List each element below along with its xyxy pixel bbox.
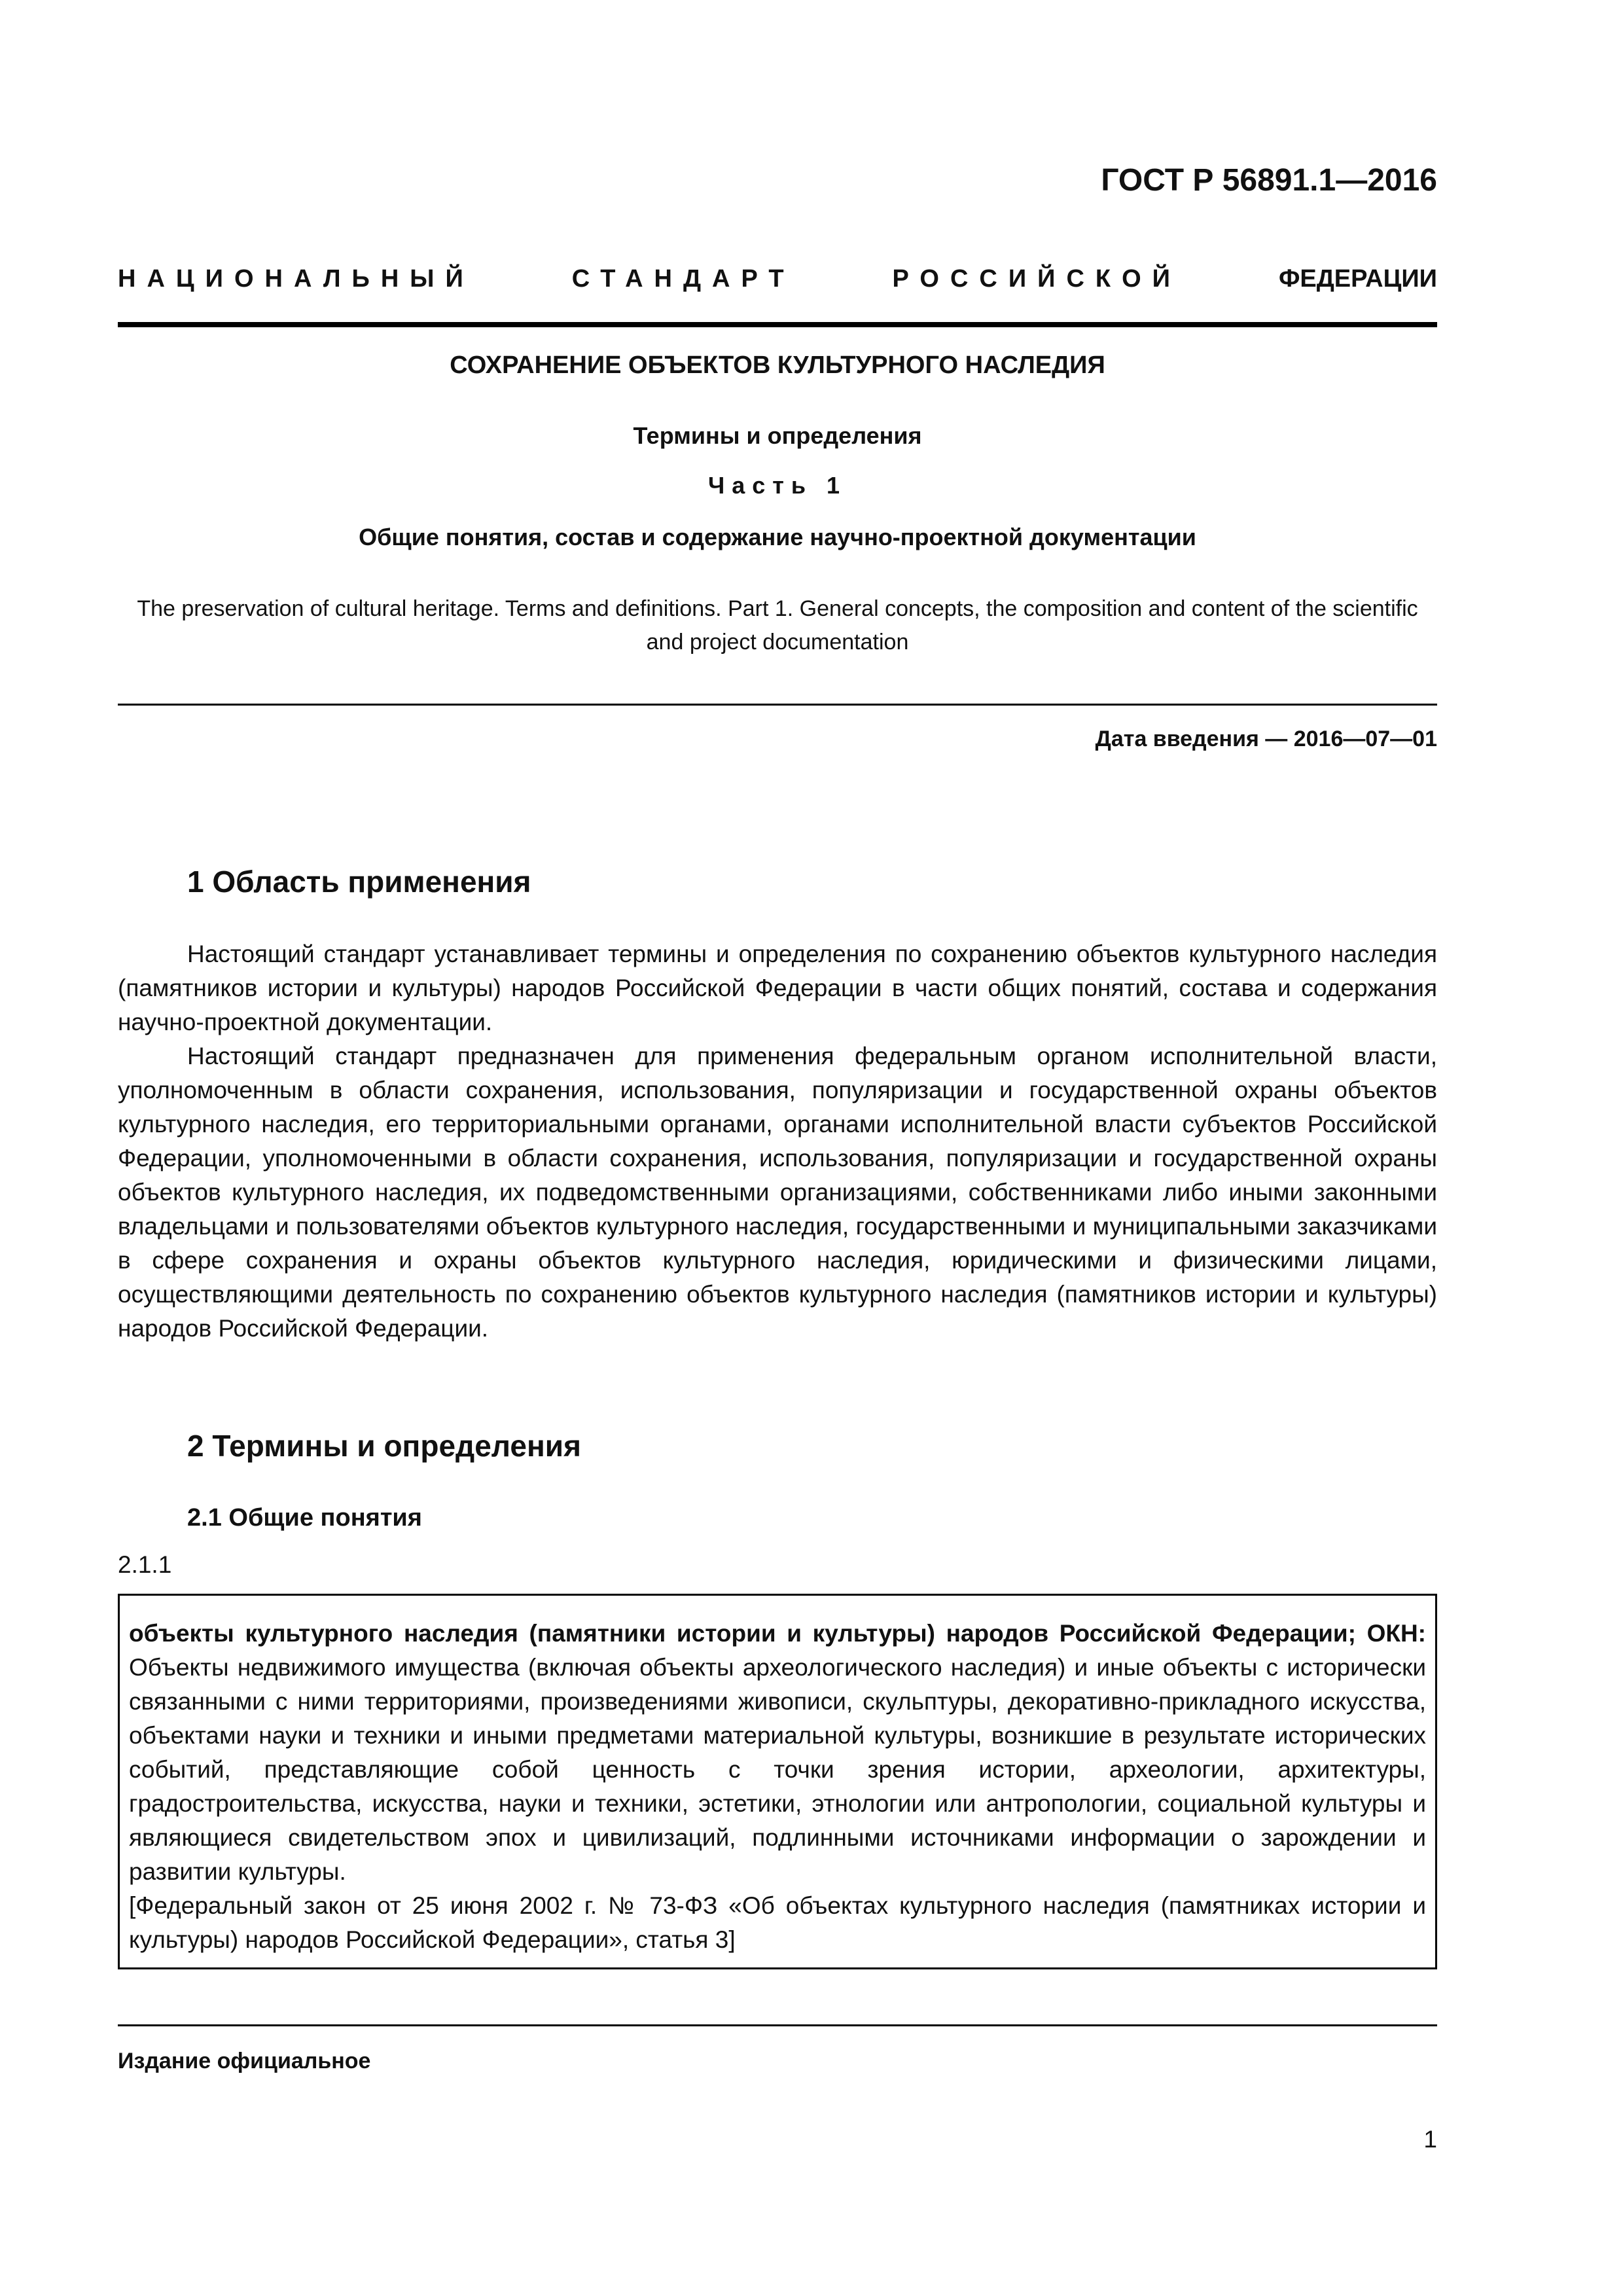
document-subtitle: Термины и определения bbox=[633, 422, 922, 449]
page-number: 1 bbox=[1423, 2126, 1437, 2153]
footer-rule bbox=[118, 2024, 1437, 2026]
subsection-2-1-heading: 2.1 Общие понятия bbox=[187, 1504, 422, 1532]
official-edition-label: Издание официальное bbox=[118, 2049, 371, 2073]
national-standard-banner bbox=[118, 265, 1437, 293]
section-2-heading: 2 Термины и определения bbox=[187, 1429, 581, 1463]
introduction-date: Дата введения — 2016—07—01 bbox=[1095, 726, 1437, 751]
part-title: Общие понятия, состав и содержание научно-проектной документации bbox=[359, 524, 1196, 550]
term-name: объекты культурного наследия (памятники истории и культуры) народов Российской Федерации; ОКН: bbox=[129, 1620, 1426, 1647]
gost-number: ГОСТ Р 56891.1—2016 bbox=[1101, 163, 1437, 198]
term-definition-box bbox=[118, 1594, 1437, 1969]
section-1-paragraph-1: Настоящий стандарт устанавливает термины и определения по сохранению объектов культурного наследия (памятников истории и культуры) народов Российской Федерации в части общих понятий, состава и содержания научно-проектной документации. bbox=[118, 941, 1437, 1035]
term-number: 2.1.1 bbox=[118, 1551, 172, 1578]
title-rule bbox=[118, 704, 1437, 706]
term-definition bbox=[129, 1617, 1426, 1889]
term-definition-text: Объекты недвижимого имущества (включая объекты археологического наследия) и иные объекты с исторически связанными с ними территориями, произведениями живописи, скульптуры, декоративно-прикладного искусства, объектами науки и техники и иными предметами материальной культуры, возникшие в результате исторических событий, представляющие собой ценность с точки зрения истории, археологии, архитектуры, градостроительства, искусства, науки и техники, эстетики, этнологии или антропологии, социальной культуры и являющиеся свидетельством эпох и цивилизаций, подлинными источниками информации о зарождении и развитии культуры. bbox=[129, 1654, 1426, 1885]
section-1-paragraph-2: Настоящий стандарт предназначен для применения федеральным органом исполнительной власти, уполномоченным в области сохранения, использования, популяризации и государственной охраны объектов культурного наследия, его территориальными органами, органами исполнительной власти субъектов Российской Федерации, уполномоченными в области сохранения, использования, популяризации и государственной охраны объектов культурного наследия, их подведомственными организациями, собственниками либо иными законными владельцами и пользователями объектов культурного наследия, государственными и муниципальными заказчиками в сфере сохранения и охраны объектов культурного наследия, юридическими и физическими лицами, осуществляющими деятельность по сохранению объектов культурного наследия (памятников истории и культуры) народов Российской Федерации. bbox=[118, 1043, 1437, 1342]
part-label: Часть 1 bbox=[707, 472, 847, 499]
banner-word: НАЦИОНАЛЬНЫЙ bbox=[118, 265, 474, 293]
banner-word: РОССИЙСКОЙ bbox=[892, 265, 1181, 293]
top-rule bbox=[118, 322, 1437, 327]
section-1-heading: 1 Область применения bbox=[187, 865, 531, 899]
english-title: The preservation of cultural heritage. Terms and definitions. Part 1. General concepts, the composition and content of the scientific and project documentation bbox=[137, 596, 1418, 655]
banner-word: ФЕДЕРАЦИИ bbox=[1278, 265, 1437, 293]
banner-word: СТАНДАРТ bbox=[571, 265, 795, 293]
term-source: [Федеральный закон от 25 июня 2002 г. № 73-ФЗ «Об объектах культурного наследия (памятниках истории и культуры) народов Российской Федерации», статья 3] bbox=[129, 1892, 1426, 1953]
document-title: СОХРАНЕНИЕ ОБЪЕКТОВ КУЛЬТУРНОГО НАСЛЕДИЯ bbox=[450, 351, 1105, 379]
